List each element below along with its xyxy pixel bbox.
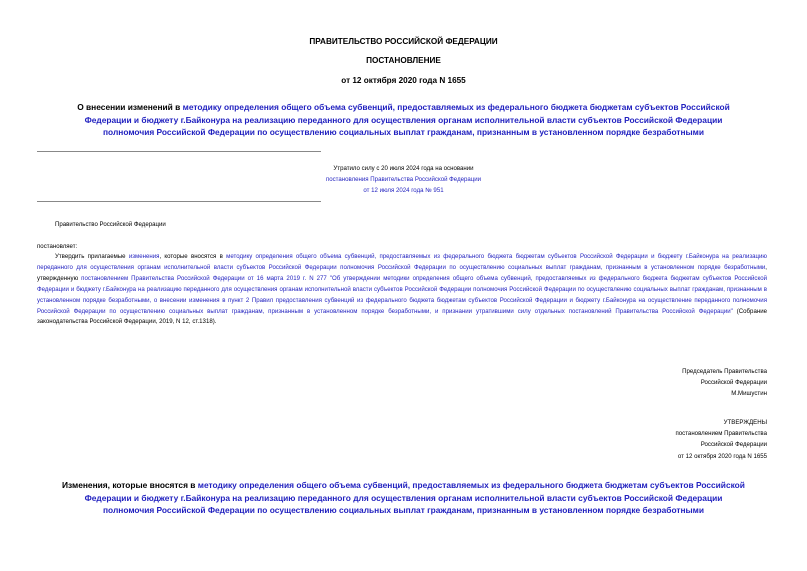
date-number-heading: от 12 октября 2020 года N 1655 (341, 76, 466, 85)
changes-title (0, 479, 807, 517)
bottom-divider (37, 201, 321, 202)
changes-title-link-cont[interactable]: Федерации и бюджету г.Байконура на реализацию переданного для осуществления органам исполнительной власти субъектов Российской Федерации (84, 492, 723, 503)
signature-country: Российской Федерации (700, 379, 767, 387)
title-methodology-link[interactable]: методику определения общего объема субвенций, предоставляемых из федерального бюджета бюджетам субъектов Российской (182, 102, 730, 112)
methodology-link[interactable]: методику определения общего объема субвенций, предоставляемых из федерального бюджета бюджетам субъектов Российской Федерации и бюджету г.Байконура на реализацию переданного для осуществления органам исполнительной власти субъектов Российской Федерации полномочия Российской Федерации по осуществлению социальных выплат гражданам, признанным в установленном порядке безработными (37, 253, 767, 271)
changes-title-prefix: Изменения, которые вносятся в (62, 480, 198, 490)
document-title (0, 101, 807, 139)
top-divider (37, 151, 321, 152)
resolution-277-link[interactable]: постановлением Правительства Российской Федерации от 16 марта 2019 г. N 277 "Об утверждении методики определения общего объема субвенций, предоставляемых из федерального бюджета бюджетам субъектов Российской Федерации и бюджету г.Байконура на реализацию переданного для осуществления органам исполнительной власти субъектов Российской Федерации полномочия Российской Федерации по осуществлению социальных выплат гражданам, признанным в установленном порядке безработными, о внесении изменения в пункт 2 Правил предоставления субвенций из федерального бюджета бюджетам субъектов Российской Федерации и бюджету г.Байконура на осуществление переданного полномочия Российской Федерации по осуществлению социальных выплат гражданам, признанным в установленном порядке безработными, и признании утратившими силу отдельных постановлений Правительства Российской Федерации" (37, 274, 767, 315)
approved-block (675, 417, 767, 462)
approved-country: Российской Федерации (700, 441, 767, 449)
para-mid1: , которые вносятся в (159, 253, 227, 260)
status-note (0, 163, 807, 196)
title-methodology-link-cont2[interactable]: полномочия Российской Федерации по осуществлению социальных выплат гражданам, признанным в установленном порядке безработными (102, 127, 705, 137)
para-mid2: , утвержденную (37, 263, 767, 282)
title-methodology-link-cont[interactable]: Федерации и бюджету г.Байконура на реализацию переданного для осуществления органам исполнительной власти субъектов Российской Федерации (84, 114, 723, 125)
approved-date: от 12 октября 2020 года N 1655 (677, 452, 767, 460)
main-paragraph (37, 252, 767, 328)
decrees-text: постановляет: (37, 243, 78, 250)
repeal-resolution-link-cont[interactable]: от 12 июля 2024 года № 951 (363, 187, 444, 194)
approved-by: постановлением Правительства (675, 430, 767, 438)
changes-title-link-cont2[interactable]: полномочия Российской Федерации по осуществлению социальных выплат гражданам, признанным в установленном порядке безработными (102, 505, 705, 515)
government-heading: ПРАВИТЕЛЬСТВО РОССИЙСКОЙ ФЕДЕРАЦИИ (309, 37, 498, 46)
doc-type-heading: ПОСТАНОВЛЕНИЕ (366, 56, 441, 65)
changes-link[interactable]: изменения (128, 253, 160, 260)
signature-position: Председатель Правительства (682, 368, 767, 375)
issuer-text: Правительство Российской Федерации (55, 221, 166, 228)
para-end: (Собрание законодательства Российской Федерации, 2019, N 12, ст.1318). (37, 307, 767, 326)
title-prefix: О внесении изменений в (77, 102, 183, 112)
signature-name: М.Мишустин (731, 390, 767, 398)
approved-label: УТВЕРЖДЕНЫ (723, 419, 767, 426)
changes-title-link[interactable]: методику определения общего объема субвенций, предоставляемых из федерального бюджета бюджетам субъектов Российской (197, 480, 745, 490)
para-start: Утвердить прилагаемые (55, 253, 129, 260)
repeal-resolution-link[interactable]: постановления Правительства Российской Федерации (325, 176, 482, 183)
signature-block (682, 366, 767, 400)
status-note-text: Утратило силу с 20 июля 2024 года на основании (333, 165, 474, 172)
